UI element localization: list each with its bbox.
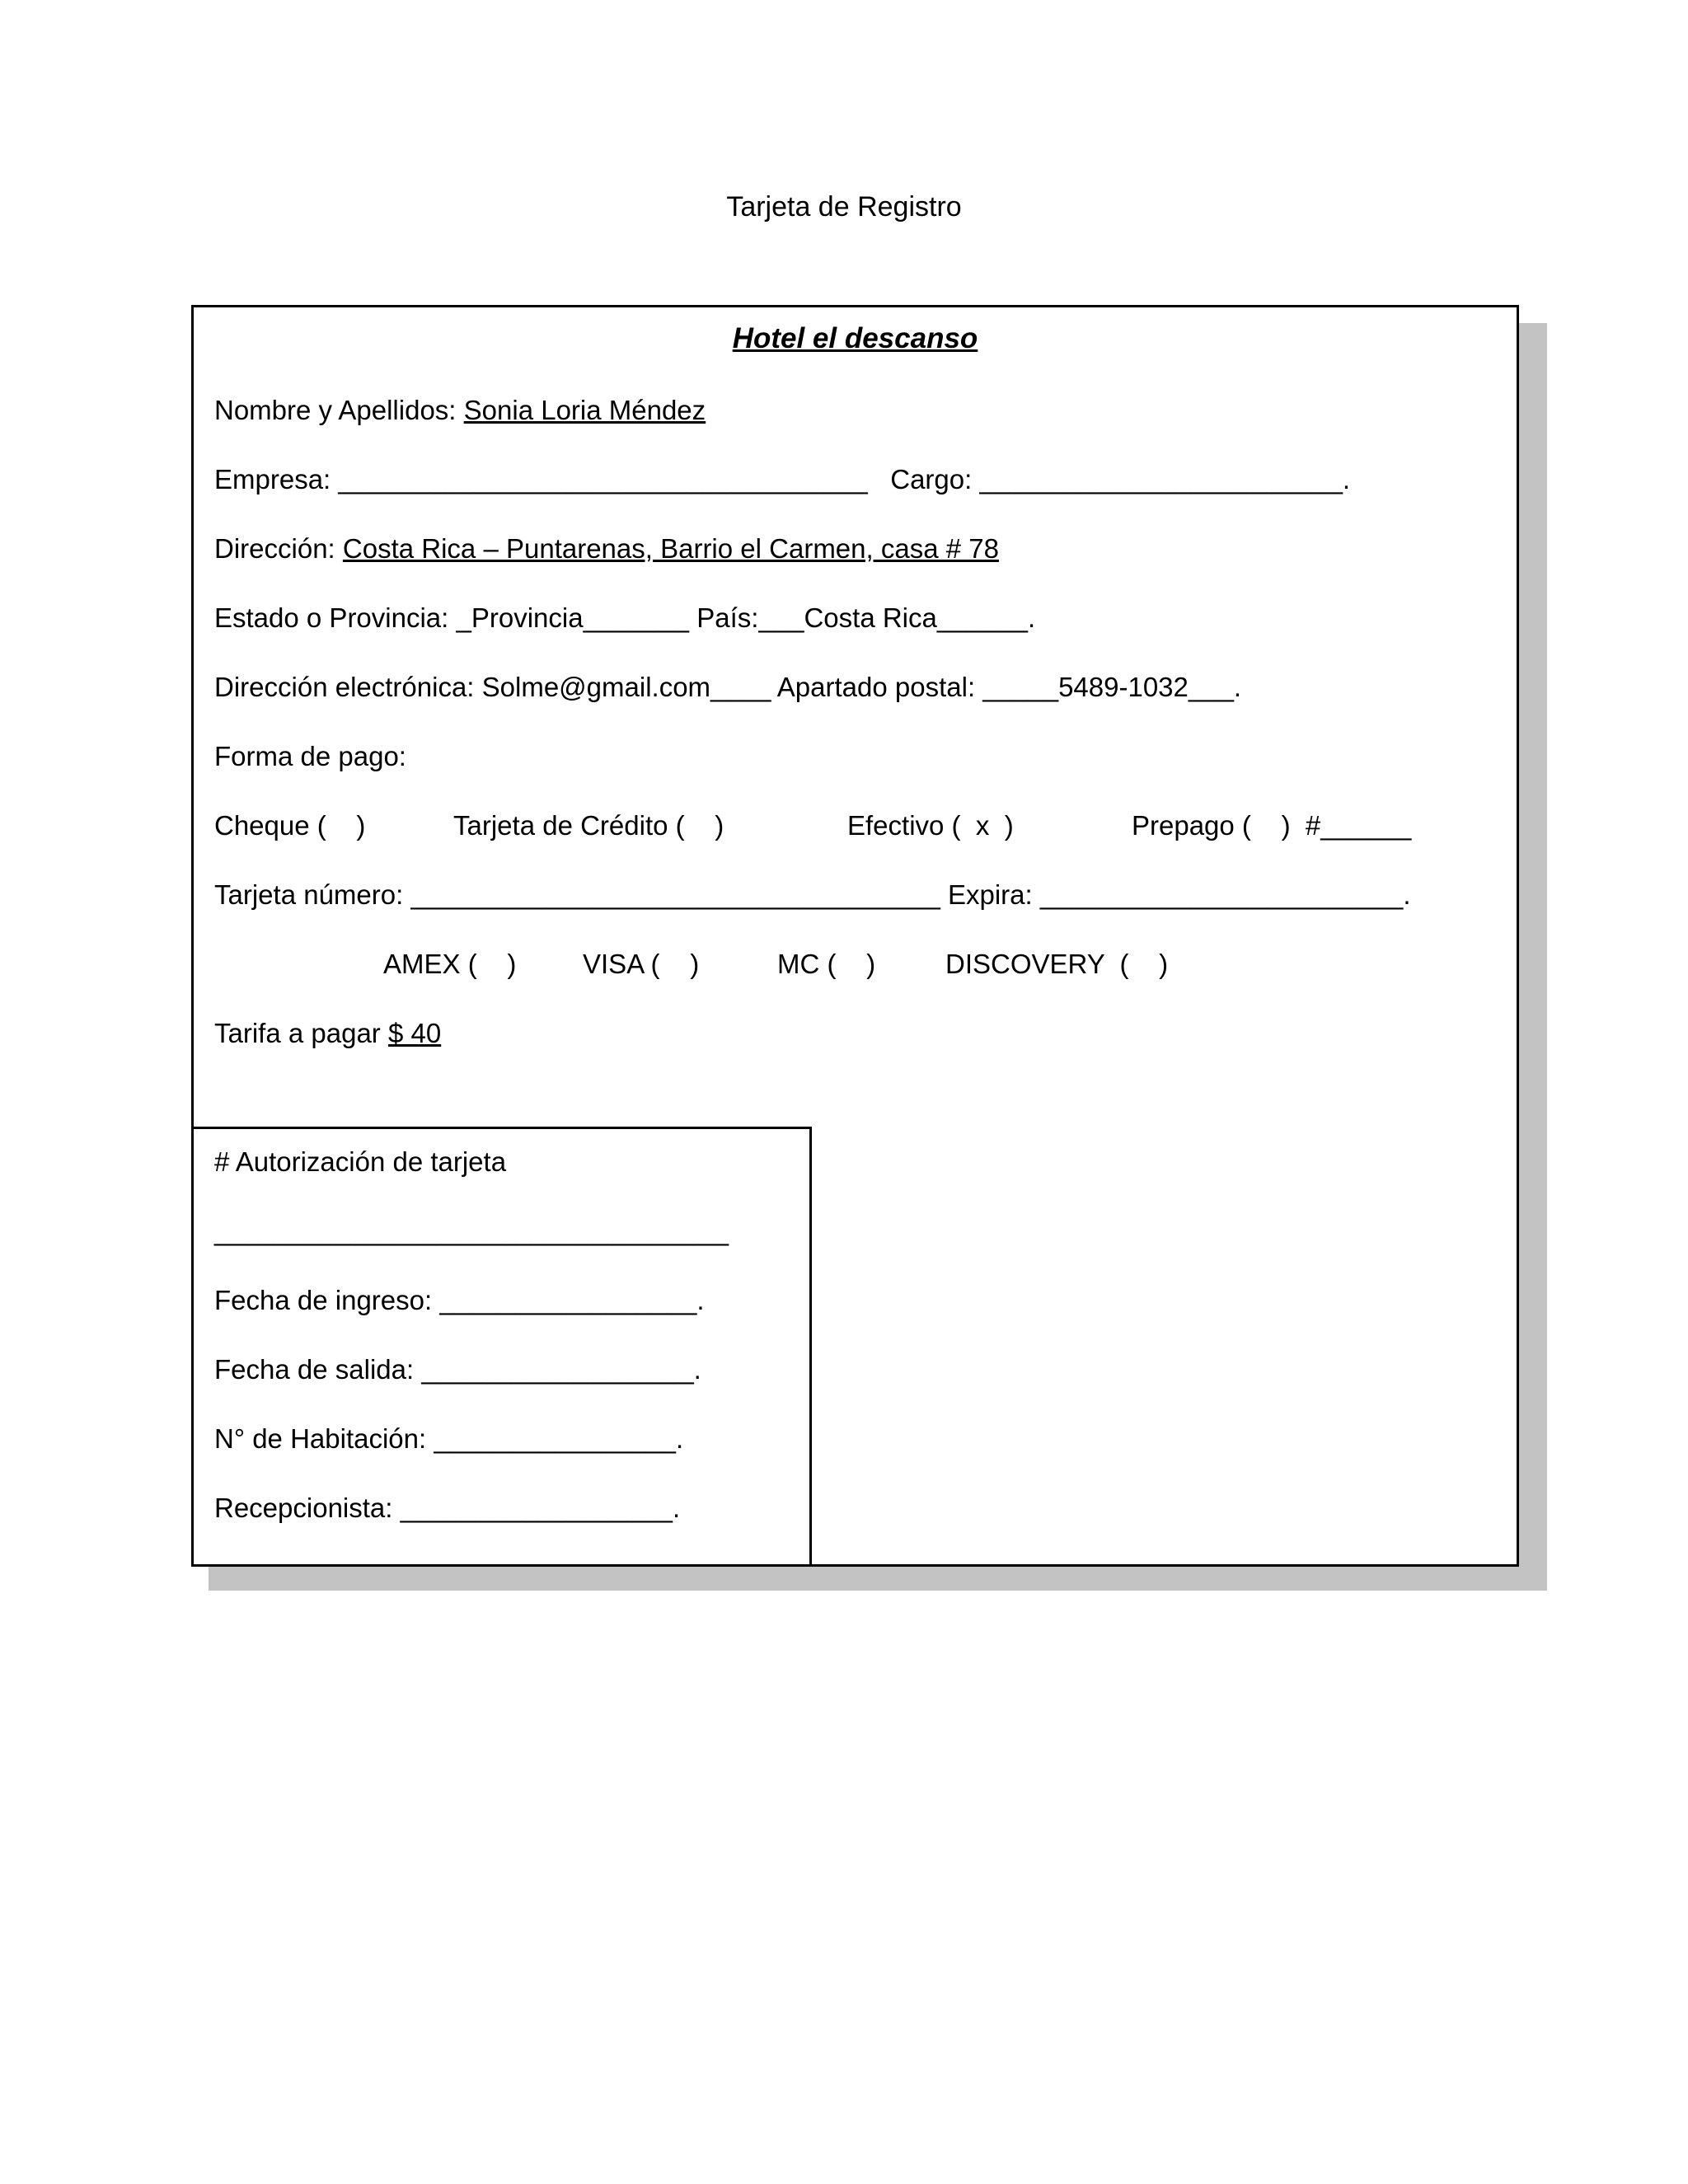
name-label: Nombre y Apellidos: [214, 395, 464, 425]
authorization-box [191, 1127, 812, 1567]
auth-number-field[interactable]: __________________________________ [214, 1216, 729, 1246]
payment-option-credit-card[interactable]: Tarjeta de Crédito ( ) [453, 810, 724, 841]
card-type-discovery[interactable]: DISCOVERY ( ) [945, 949, 1169, 979]
address-label: Dirección: [214, 533, 343, 564]
rate-label: Tarifa a pagar [214, 1018, 388, 1048]
hotel-name: Hotel el descanso [732, 322, 978, 354]
card-type-visa[interactable]: VISA ( ) [583, 949, 700, 979]
email-postal-row[interactable]: Dirección electrónica: Solme@gmail.com____ Apartado postal: _____5489-1032___. [214, 672, 1242, 702]
name-value[interactable]: Sonia Loria Méndez [463, 395, 706, 425]
payment-heading: Forma de pago: [214, 741, 406, 771]
card-number-expiry-row[interactable]: Tarjeta número: ___________________________________ Expira: ________________________. [214, 879, 1411, 910]
name-row [214, 394, 706, 427]
receptionist-field[interactable]: Recepcionista: __________________. [214, 1493, 681, 1523]
company-position-row[interactable]: Empresa: ___________________________________ Cargo: ________________________. [214, 464, 1351, 494]
state-country-row[interactable]: Estado o Provincia: _Provincia_______ País:___Costa Rica______. [214, 602, 1036, 633]
checkout-date-field[interactable]: Fecha de salida: __________________. [214, 1354, 701, 1385]
rate-row [214, 1017, 441, 1050]
address-row [214, 532, 999, 565]
page-title: Tarjeta de Registro [726, 191, 962, 223]
registration-card [191, 305, 1519, 1567]
card-type-amex[interactable]: AMEX ( ) [383, 949, 517, 979]
payment-option-prepaid[interactable]: Prepago ( ) #______ [1132, 810, 1412, 841]
checkin-date-field[interactable]: Fecha de ingreso: _________________. [214, 1285, 705, 1315]
payment-option-cheque[interactable]: Cheque ( ) [214, 810, 366, 841]
auth-label: # Autorización de tarjeta [214, 1146, 507, 1177]
payment-option-cash[interactable]: Efectivo ( x ) [847, 810, 1014, 841]
address-value[interactable]: Costa Rica – Puntarenas, Barrio el Carmen, casa # 78 [342, 533, 999, 564]
card-type-mc[interactable]: MC ( ) [777, 949, 876, 979]
room-number-field[interactable]: N° de Habitación: ________________. [214, 1423, 684, 1454]
rate-value: $ 40 [387, 1018, 442, 1048]
